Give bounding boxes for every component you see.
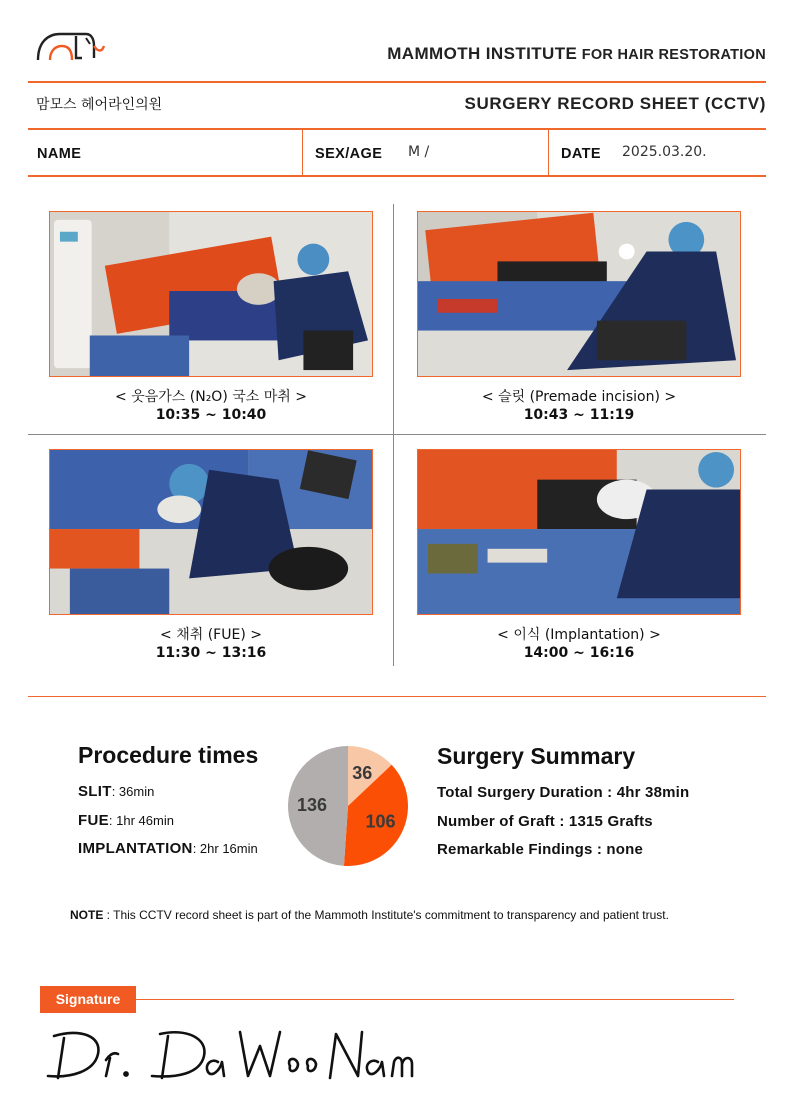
institute-name bbox=[350, 44, 766, 64]
caption-slit bbox=[419, 388, 739, 424]
top-rule bbox=[28, 81, 766, 83]
caption-anesthesia-time: 10:35 ~ 10:40 bbox=[155, 407, 267, 423]
info-bottom-rule bbox=[28, 175, 766, 177]
procedure-slit bbox=[78, 783, 154, 800]
caption-fue-title: < 채취 (FUE) > bbox=[160, 627, 262, 643]
photo-slit bbox=[417, 211, 741, 377]
pie-label-implantation: 136 bbox=[296, 794, 328, 815]
caption-slit-time: 10:43 ~ 11:19 bbox=[523, 407, 635, 423]
procedure-fue-value: : 1hr 46min bbox=[108, 813, 174, 828]
pie-label-slit: 36 bbox=[352, 762, 373, 783]
sexage-value: M / bbox=[408, 144, 430, 160]
caption-fue-time: 11:30 ~ 13:16 bbox=[155, 645, 267, 661]
procedure-implantation-label: IMPLANTATION bbox=[78, 840, 193, 857]
name-label: NAME bbox=[37, 146, 82, 162]
pie-label-fue: 106 bbox=[365, 811, 396, 832]
procedure-slit-label: SLIT bbox=[78, 783, 112, 800]
caption-anesthesia-title: < 웃음가스 (N₂O) 국소 마취 > bbox=[115, 389, 307, 405]
summary-heading: Surgery Summary bbox=[437, 743, 636, 769]
caption-fue bbox=[51, 626, 371, 662]
info-divider-1 bbox=[302, 129, 303, 176]
photo-grid-vertical bbox=[393, 204, 394, 666]
note-text: : This CCTV record sheet is part of the Mammoth Institute's commitment to transparency and patient trust. bbox=[103, 908, 669, 922]
photo-implantation bbox=[417, 449, 741, 615]
note bbox=[70, 908, 669, 922]
mammoth-logo bbox=[36, 28, 108, 64]
procedure-implantation bbox=[78, 840, 258, 857]
date-value: 2025.03.20. bbox=[622, 144, 707, 160]
summary-findings: Remarkable Findings : none bbox=[437, 841, 644, 858]
procedure-heading: Procedure times bbox=[78, 742, 259, 768]
caption-implantation bbox=[419, 626, 739, 662]
info-top-rule bbox=[28, 128, 766, 130]
caption-anesthesia bbox=[51, 388, 371, 424]
photo-fue bbox=[49, 449, 373, 615]
note-label: NOTE bbox=[70, 908, 104, 922]
photo-grid-horizontal bbox=[28, 434, 766, 435]
brand-sub: FOR HAIR RESTORATION bbox=[581, 47, 766, 63]
clinic-name: 맘모스 헤어라인의원 bbox=[36, 97, 163, 113]
signature-line bbox=[136, 999, 734, 1000]
summary-grafts: Number of Graft : 1315 Grafts bbox=[437, 813, 653, 830]
info-divider-2 bbox=[548, 129, 549, 176]
signature-tag: Signature bbox=[40, 986, 136, 1013]
date-label: DATE bbox=[561, 146, 601, 162]
section-rule bbox=[28, 696, 766, 697]
sheet-title: SURGERY RECORD SHEET (CCTV) bbox=[464, 94, 766, 113]
procedure-slit-value: : 36min bbox=[111, 784, 155, 799]
procedure-fue bbox=[78, 812, 174, 829]
brand-main: MAMMOTH INSTITUTE bbox=[387, 44, 578, 63]
caption-implantation-title: < 이식 (Implantation) > bbox=[497, 627, 661, 643]
procedure-implantation-value: : 2hr 16min bbox=[192, 841, 258, 856]
caption-implantation-time: 14:00 ~ 16:16 bbox=[523, 645, 635, 661]
photo-anesthesia bbox=[49, 211, 373, 377]
summary-duration: Total Surgery Duration : 4hr 38min bbox=[437, 784, 690, 801]
handwritten-signature bbox=[40, 1022, 420, 1086]
procedure-fue-label: FUE bbox=[78, 812, 109, 829]
procedure-pie-chart bbox=[280, 740, 420, 872]
sexage-label: SEX/AGE bbox=[315, 146, 383, 162]
caption-slit-title: < 슬릿 (Premade incision) > bbox=[481, 389, 677, 405]
